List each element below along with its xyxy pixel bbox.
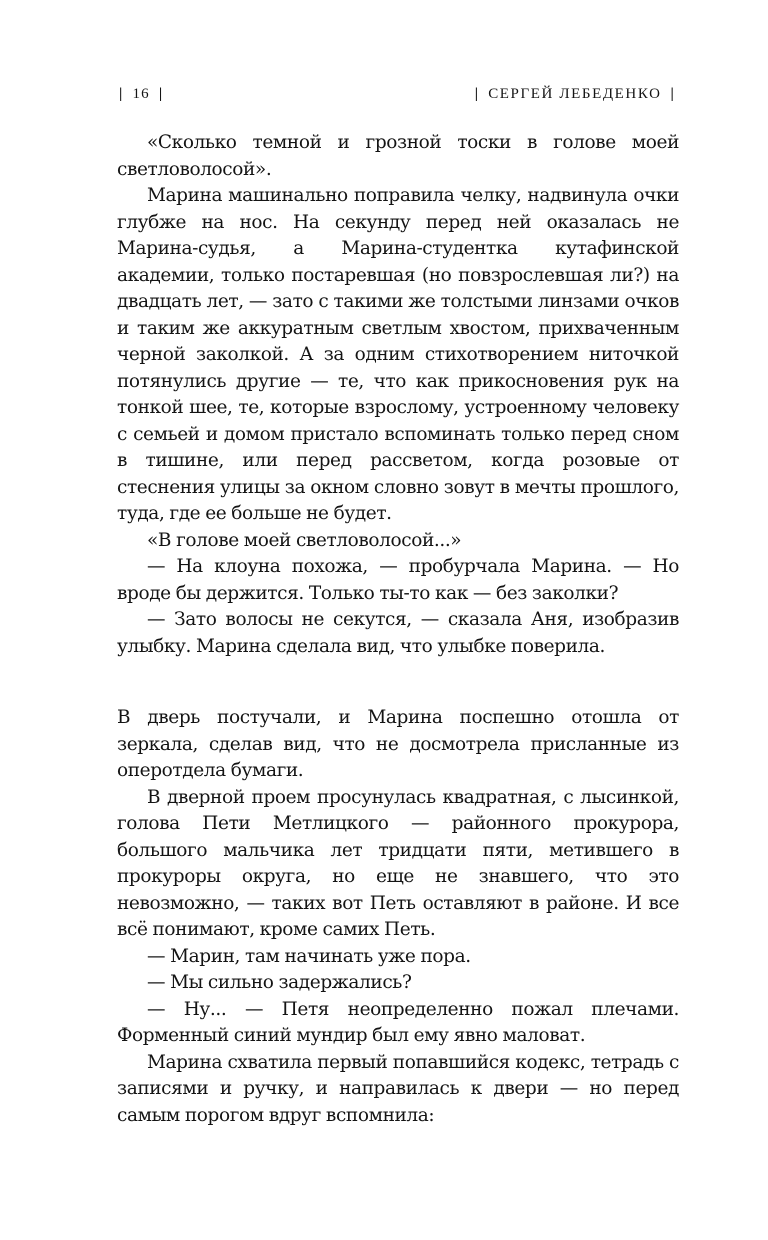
paragraph: «Сколько темной и грозной тоски в голове моей светловолосой». — [117, 132, 679, 180]
separator-bar: | — [158, 86, 164, 102]
text-section-one — [117, 130, 679, 660]
paragraph: «В голове моей светловолосой...» — [147, 529, 462, 551]
separator-bar: | — [119, 86, 124, 102]
running-title-group — [471, 86, 679, 103]
paragraph: — Ну... — Петя неопределенно пожал плечами. Форменный синий мундир был ему явно маловат. — [117, 998, 679, 1046]
paragraph: В дверь постучали, и Марина поспешно отошла от зеркала, сделав вид, что не досмотрела присланные из оперотдела бумаги. — [117, 707, 679, 781]
paragraph: — На клоуна похожа, — пробурчала Марина. — Но вроде бы держится. Только ты-то как — без заколки? — [117, 556, 679, 604]
paragraph: — Марин, там начинать уже пора. — [147, 945, 471, 967]
paragraph: — Зато волосы не секутся, — сказала Аня, изобразив улыбку. Марина сделала вид, что улыбке поверила. — [117, 609, 679, 657]
page-number-group — [115, 86, 167, 103]
paragraph: Марина схватила первый попавшийся кодекс, тетрадь с записями и ручку, и направилась к двери — но перед самым порогом вдруг вспомнила: — [117, 1051, 679, 1126]
separator-bar: | — [474, 86, 480, 102]
running-header — [115, 86, 679, 110]
paragraph: В дверной проем просунулась квадратная, с лысинкой, голова Пети Метлицкого — районного прокурора, большого мальчика лет тридцати пяти, метившего в прокуроры округа, но еще не знавшего, что это невозможно, — таких вот Петь оставляют в районе. И все всё понимают, кроме самих Петь. — [117, 786, 679, 940]
page-number: 16 — [132, 86, 150, 102]
separator-bar: | — [670, 86, 675, 102]
text-section-two — [117, 705, 679, 1129]
paragraph: Марина машинально поправила челку, надвинула очки глубже на нос. На секунду перед ней оказалась не Марина-судья, а Марина-студентка кутафинской академии, только постаревшая (но повзрослевшая ли?) на двадцать лет, — зато с такими же толстыми линзами очков и таким же аккуратным светлым хвостом, прихваченным черной заколкой. А за одним стихотворением ниточкой потянулись другие — те, что как прикосновения рук на тонкой шее, те, которые взрослому, устроенному человеку с семьей и домом пристало вспоминать только перед сном в тишине, или перед рассветом, когда розовые от стеснения улицы за окном словно зовут в мечты прошлого, туда, где ее больше не будет. — [117, 185, 679, 524]
running-title: СЕРГЕЙ ЛЕБЕДЕНКО — [488, 86, 662, 102]
paragraph: — Мы сильно задержались? — [147, 972, 412, 993]
